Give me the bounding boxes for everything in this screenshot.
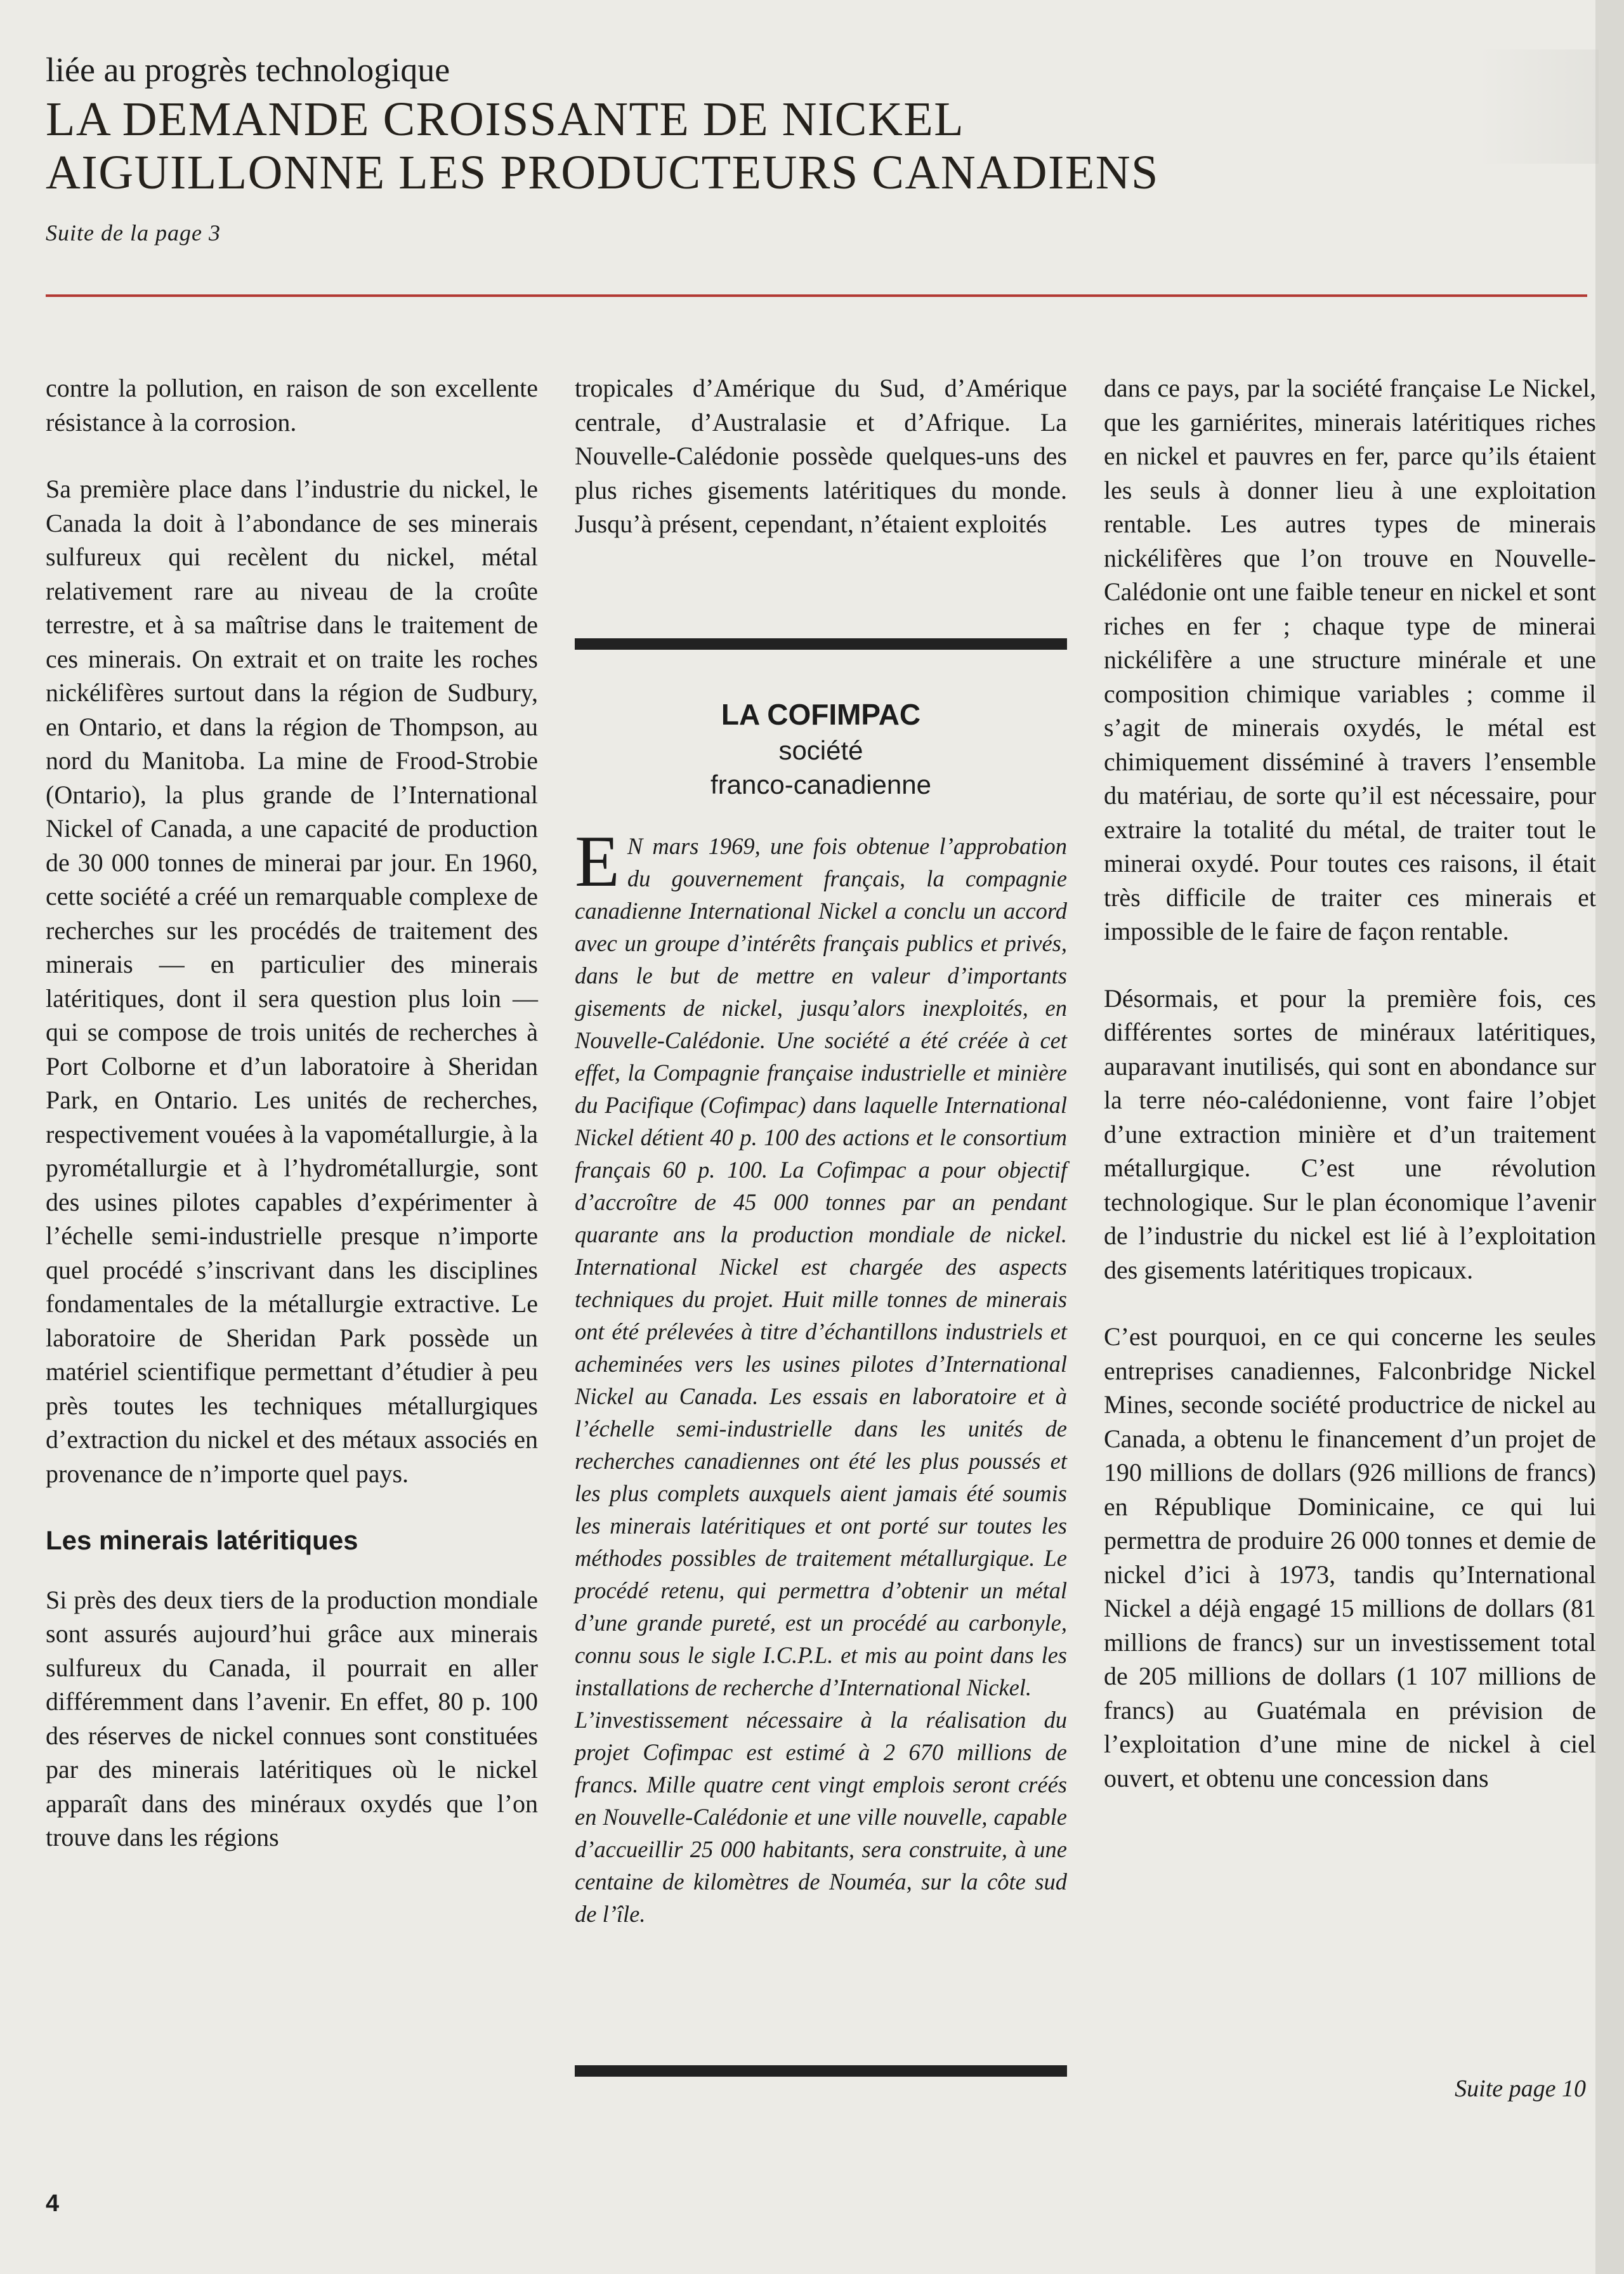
paragraph: dans ce pays, par la société française Le Nickel, que les garniérites, minerais latéritiques riches en nickel et pauvres en fer, parce qu’ils étaient les seuls à donner lieu à une exploitation rentable. Les autres types de minerais nickélifères que l’on trouve en Nouvelle-Calédonie ont une faible teneur en nickel et sont riches en fer ; chaque type de minerai nickélifère a une structure minérale et une composition chimique variables ; comme il s’agit de minerais oxydés, le métal est chimiquement disséminé à travers l’ensemble du matériau, de sorte qu’il est nécessaire, pour extraire la totalité du métal, de traiter tout le minerai oxydé. Pour toutes ces raisons, il était très difficile de traiter ces minerais et impossible de le faire de façon rentable. — [1104, 374, 1596, 945]
paragraph: contre la pollution, en raison de son excellente résistance à la corrosion. — [46, 374, 538, 437]
sidebar-bottom-rule — [575, 2065, 1067, 2077]
page-number: 4 — [46, 2190, 60, 2217]
paragraph: C’est pourquoi, en ce qui concerne les seules entreprises canadiennes, Falconbridge Nickel Mines, seconde société productrice de nickel au Canada, a obtenu le financement d’un projet de 190 millions de dollars (926 millions de francs) en République Dominicaine, ce qui lui permettra de produire 26 000 tonnes et demie de nickel d’ici à 1973, tandis qu’International Nickel a déjà engagé 15 millions de dollars (81 millions de francs) sur un investissement total de 205 millions de dollars (1 107 millions de francs) au Guatémala en prévision de l’exploitation d’une mine de nickel à ciel ouvert, et obtenu une concession dans — [1104, 1322, 1596, 1792]
adjacent-page-edge — [1595, 0, 1624, 2274]
sidebar-body-2: L’investissement nécessaire à la réalisation du projet Cofimpac est estimé à 2 670 millions de francs. Mille quatre cent vingt emplois seront créés en Nouvelle-Calédonie et une ville nouvelle, capable d’accueillir 25 000 habitants, sera construite, à une centaine de kilomètres de Nouméa, sur la côte sud de l’île. — [575, 1707, 1067, 1927]
sidebar-box — [575, 651, 1067, 1930]
header-divider — [46, 294, 1587, 297]
drop-cap: E — [575, 821, 620, 902]
headline-line-1: LA DEMANDE CROISSANTE DE NICKEL — [46, 93, 965, 146]
column-2 — [575, 371, 1067, 574]
sidebar-subtitle-line-1: société — [778, 735, 863, 765]
column-3 — [1104, 371, 1596, 1828]
sidebar-subtitle — [575, 733, 1067, 802]
article-header — [46, 49, 1581, 246]
continued-on-note: Suite page 10 — [1455, 2075, 1586, 2102]
sidebar-top-rule — [575, 638, 1067, 650]
paragraph: Désormais, et pour la première fois, ces différentes sortes de minéraux latéritiques, auparavant inutilisés, qui sont en abondance sur la terre néo-calédonienne, vont faire l’objet d’une extraction minière et d’un traitement métallurgique. C’est une révolution technologique. Sur le plan économique l’avenir de l’industrie du nickel est lié à l’exploitation des gisements latéritiques tropicaux. — [1104, 983, 1596, 1284]
paragraph: Sa première place dans l’industrie du nickel, le Canada la doit à l’abondance de ses minerais sulfureux qui recèlent du nickel, métal relativement rare au niveau de la croûte terrestre, et à sa maîtrise dans le traitement de ces minerais. On extrait et on traite les roches nickélifères surtout dans la région de Sudbury, en Ontario, et dans la région de Thompson, au nord du Manitoba. La mine de Frood-Strobie (Ontario), la plus grande de l’International Nickel of Canada, a une capacité de production de 30 000 tonnes de minerai par jour. En 1960, cette société a créé un remarquable complexe de recherches sur les procédés de traitement des minerais — en particulier des minerais latéritiques, dont il sera question plus loin — qui se compose de trois unités de recherches à Port Colborne et d’un laboratoire à Sheridan Park, en Ontario. Les unités de recherches, respectivement vouées à la vapométallurgie, à la pyrométallurgie et à l’hydrométallurgie, sont des usines pilotes capables d’expérimenter à l’échelle semi-industrielle presque n’importe quel procédé s’inscrivant dans les disciplines fondamentales de la métallurgie extractive. Le laboratoire de Sheridan Park possède un matériel scientifique permettant d’étudier à peu près toutes les techniques métallurgiques d’extraction du nickel et des métaux associés en provenance de n’importe quel pays. — [46, 475, 538, 1488]
section-subhead: Les minerais latéritiques — [46, 1525, 358, 1555]
paragraph: tropicales d’Amérique du Sud, d’Amérique centrale, d’Australasie et d’Afrique. La Nouvelle-Calédonie possède quelques-uns des plus riches gisements latéritiques du monde. Jusqu’à présent, cependant, n’étaient exploités — [575, 374, 1067, 538]
paragraph: Si près des deux tiers de la production mondiale sont assurés aujourd’hui grâce aux minerais sulfureux du Canada, il pourrait en aller différemment dans l’avenir. En effet, 80 p. 100 des réserves de nickel connues sont constituées par des minerais latéritiques où le nickel apparaît dans des minéraux oxydés que l’on trouve dans les régions — [46, 1585, 538, 1851]
column-1 — [46, 371, 538, 1888]
sidebar-subtitle-line-2: franco-canadienne — [710, 770, 931, 799]
sidebar-body-text: N mars 1969, une fois obtenue l’approbation du gouvernement français, la compagnie canadienne International Nickel a conclu un accord avec un groupe d’intérêts français publics et privés, dans le but de mettre en valeur d’importants gisements de nickel, jusqu’alors inexploités, en Nouvelle-Calédonie. Une société a été créée à cet effet, la Compagnie française industrielle et minière du Pacifique (Cofimpac) dans laquelle International Nickel détient 40 p. 100 des actions et le consortium français 60 p. 100. La Cofimpac a pour objectif d’accroître de 45 000 tonnes par an pendant quarante ans la production mondiale de nickel. International Nickel est chargée des aspects techniques du projet. Huit mille tonnes de minerais ont été prélevées à titre d’échantillons industriels et acheminées vers les usines pilotes d’International Nickel au Canada. Les essais en laboratoire et à l’échelle semi-industrielle dans les unités de recherches canadiennes ont été les plus poussés et les plus complets auxquels aient jamais été soumis les minerais latéritiques et ont porté sur toutes les méthodes possibles de traitement métallurgique. Le procédé retenu, qui permettra d’obtenir un métal d’une grande pureté, est un procédé au carbonyle, connu sous le sigle I.C.P.L. et mis au point dans les installations de recherche d’International Nickel. — [575, 833, 1067, 1700]
sidebar-title: LA COFIMPAC — [721, 698, 921, 731]
sidebar-body — [575, 821, 1067, 1704]
continued-from-note: Suite de la page 3 — [46, 220, 221, 246]
kicker: liée au progrès technologique — [46, 51, 450, 89]
headline-line-2: AIGUILLONNE LES PRODUCTEURS CANADIENS — [46, 146, 1159, 199]
headline — [46, 93, 1581, 199]
